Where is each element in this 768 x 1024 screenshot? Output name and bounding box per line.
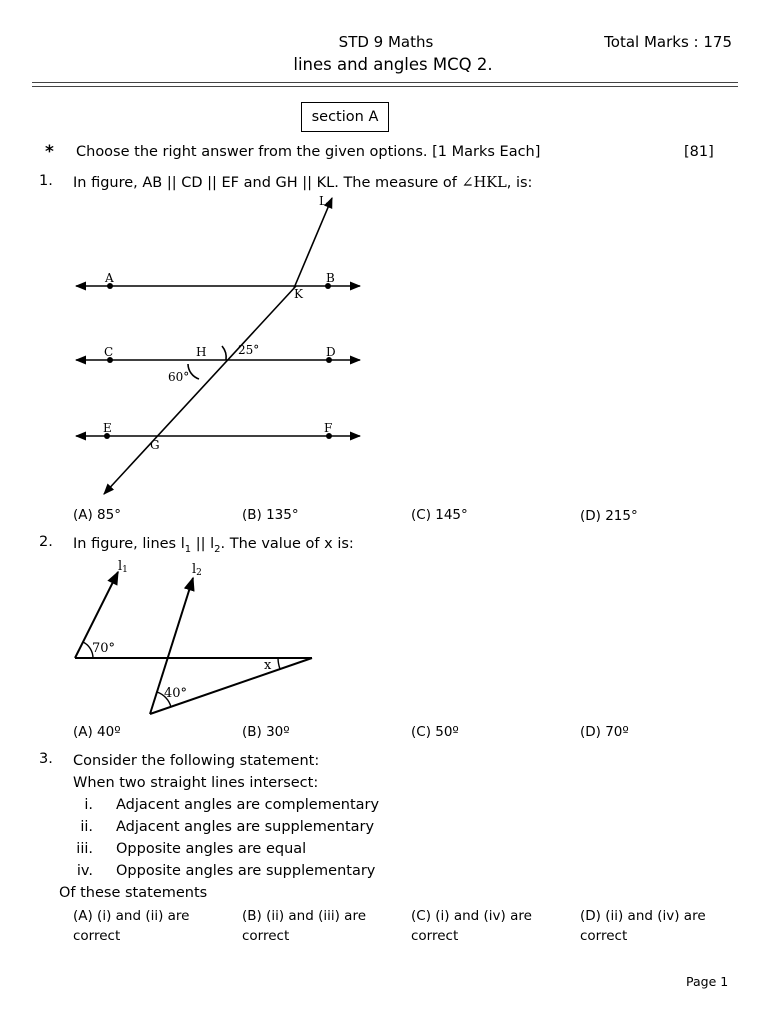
q3-option-a-line2: correct <box>73 928 121 944</box>
statement-1-text: Adjacent angles are complementary <box>116 797 380 813</box>
label-e: E <box>103 421 112 435</box>
total-marks: Total Marks : 175 <box>604 33 732 51</box>
q1-option-c[interactable]: (C) 145° <box>411 507 468 523</box>
angle-25-label: 25° <box>238 343 260 357</box>
instruction-text: Choose the right answer from the given options. [1 Marks Each] <box>76 144 541 160</box>
label-c: C <box>104 345 114 359</box>
question-2-text-mid: || l <box>191 536 215 552</box>
question-1-angle: ∠HKL <box>461 175 507 191</box>
q1-option-d[interactable]: (D) 215° <box>580 508 638 524</box>
q2-option-c[interactable]: (C) 50º <box>411 724 459 740</box>
question-2-sub2: 2 <box>214 543 221 555</box>
q3-option-d-line1: (D) (ii) and (iv) are <box>580 908 706 924</box>
section-heading: section A <box>301 102 389 132</box>
statement-4-text: Opposite angles are supplementary <box>116 863 376 879</box>
angle-x-label: x <box>264 658 272 673</box>
question-2-text-after: . The value of x is: <box>220 536 354 552</box>
question-1-text-before: In figure, AB || CD || EF and GH || KL. The measure of <box>73 175 462 191</box>
question-2-number: 2. <box>39 534 53 550</box>
label-l2: l2 <box>192 562 202 578</box>
q3-option-c[interactable] <box>411 906 532 946</box>
label-l: L <box>319 194 327 208</box>
question-3-closing: Of these statements <box>59 885 208 901</box>
q3-option-b-line1: (B) (ii) and (iii) are <box>242 908 367 924</box>
statement-3-roman: iii. <box>76 841 93 857</box>
label-b: B <box>326 271 335 285</box>
angle-60-label: 60° <box>168 370 190 384</box>
q1-option-a[interactable]: (A) 85° <box>73 507 121 523</box>
subject-label: STD 9 Maths <box>338 33 434 51</box>
question-1-text-after: , is: <box>506 175 533 191</box>
arc-x <box>278 658 280 669</box>
q2-option-a[interactable]: (A) 40º <box>73 724 121 740</box>
label-f: F <box>324 421 333 435</box>
statement-2-text: Adjacent angles are supplementary <box>116 819 375 835</box>
question-1-number: 1. <box>39 173 53 189</box>
q3-option-b-line2: correct <box>242 928 290 944</box>
question-3-line2: When two straight lines intersect: <box>73 775 319 791</box>
label-g: G <box>150 438 160 452</box>
q3-option-c-line1: (C) (i) and (iv) are <box>411 908 532 924</box>
q1-option-b[interactable]: (B) 135° <box>242 507 299 523</box>
q3-option-d-line2: correct <box>580 928 628 944</box>
page-number: Page 1 <box>686 974 729 989</box>
label-l1: l1 <box>118 559 128 575</box>
q3-option-d[interactable] <box>580 906 706 946</box>
question-3-number: 3. <box>39 751 53 767</box>
instruction-star: * <box>45 142 54 162</box>
label-h: H <box>196 345 207 359</box>
paper-title: lines and angles MCQ 2. <box>293 55 493 74</box>
angle-40-label: 40° <box>164 686 188 701</box>
label-d: D <box>326 345 336 359</box>
q3-option-a[interactable] <box>73 906 189 946</box>
question-2-sub1: 1 <box>184 543 192 555</box>
statement-4-roman: iv. <box>76 863 93 879</box>
instruction-marks: [81] <box>684 144 714 160</box>
statement-3-text: Opposite angles are equal <box>116 841 307 857</box>
angle-70-label: 70° <box>92 641 116 656</box>
q3-option-a-line1: (A) (i) and (ii) are <box>73 908 190 924</box>
q3-option-b[interactable] <box>242 906 366 946</box>
q2-option-b[interactable]: (B) 30º <box>242 724 290 740</box>
statement-2-roman: ii. <box>80 819 93 835</box>
label-k: K <box>294 287 303 301</box>
statement-1-roman: i. <box>84 797 93 813</box>
q3-option-c-line2: correct <box>411 928 459 944</box>
question-3-line1: Consider the following statement: <box>73 753 320 769</box>
question-2-text-before: In figure, lines l <box>73 536 185 552</box>
q2-option-d[interactable]: (D) 70º <box>580 724 629 740</box>
label-a: A <box>105 271 114 285</box>
